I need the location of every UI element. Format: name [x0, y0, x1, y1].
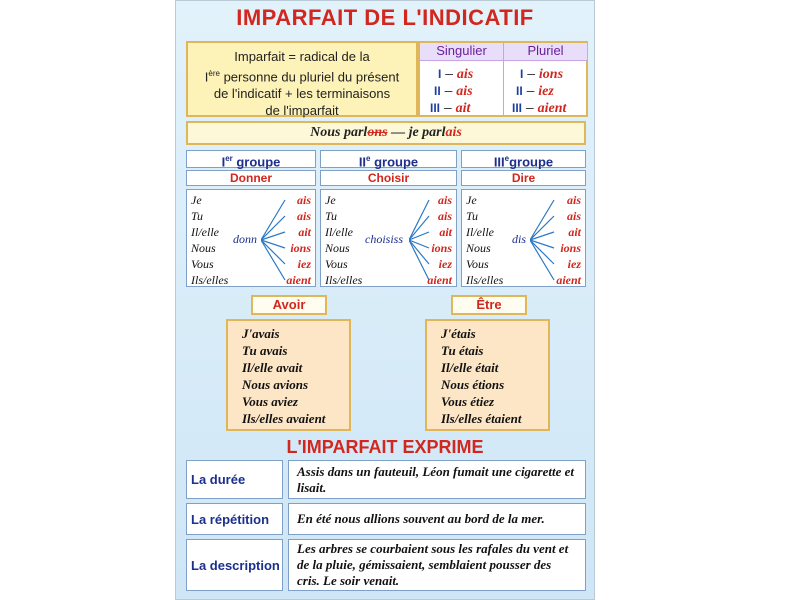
- singular-dash-1: –: [445, 65, 454, 81]
- group-2-sup: e: [366, 154, 371, 163]
- ending-ait: ait: [298, 225, 311, 239]
- rule-line-2: [188, 65, 416, 85]
- example-ending: ais: [445, 125, 462, 140]
- ending-aient: aient: [427, 273, 452, 287]
- use-description-example: Les arbres se courbaient sous les rafales du vent et de la pluie, gémissaient, semblaient pousser des cris. Le soir venait.: [288, 539, 586, 591]
- pronoun-nous: Nous: [325, 241, 350, 255]
- group-1-conjugation: [186, 189, 316, 287]
- avoir-form-6: Ils/elles avaient: [242, 411, 326, 426]
- singular-ending-1: ais: [456, 67, 474, 82]
- example-start: Nous parl: [310, 125, 368, 140]
- group-1-endings: [286, 192, 311, 288]
- singular-ending-2: ais: [456, 84, 473, 99]
- rule-box: [186, 41, 418, 117]
- pronoun-tu: Tu: [191, 209, 204, 223]
- rule-line-2-sup: ère: [208, 69, 220, 78]
- group-3-verb: Dire: [461, 170, 586, 186]
- group-2-stem: choisiss: [365, 232, 404, 246]
- pronoun-ils-elles: Ils/elles: [466, 273, 504, 287]
- group-2-verb: Choisir: [320, 170, 457, 186]
- group-3-header: [461, 150, 586, 168]
- group-1-prefix: I: [221, 154, 226, 170]
- plural-row-3: [512, 99, 566, 117]
- group-1-verb: Donner: [186, 170, 316, 186]
- avoir-conjugation: [226, 319, 351, 431]
- avoir-form-3: Il/elle avait: [242, 360, 303, 375]
- example-middle: — je parl: [387, 125, 446, 140]
- etre-form-2: Tu étais: [441, 343, 484, 358]
- group-2-prefix: II: [358, 154, 367, 170]
- pronoun-je: Je: [191, 193, 202, 207]
- pronoun-vous: Vous: [325, 257, 348, 271]
- singular-header: Singulier: [420, 43, 503, 61]
- ending-ais-1: ais: [566, 193, 581, 207]
- ending-ait: ait: [568, 225, 581, 239]
- etre-title: Être: [451, 295, 527, 315]
- pronoun-ils-elles: Ils/elles: [191, 273, 229, 287]
- rule-line-2-prefix: I: [204, 69, 209, 85]
- group-2-word: groupe: [370, 154, 419, 170]
- example-box: [186, 121, 586, 145]
- ending-ais-2: ais: [437, 209, 452, 223]
- ending-ait: ait: [439, 225, 452, 239]
- group-2-conjugation: [320, 189, 457, 287]
- rule-line-4: de l'imparfait: [265, 103, 339, 119]
- plural-row-2: [516, 82, 554, 100]
- singular-ending-3: ait: [455, 101, 471, 116]
- ending-iez: iez: [297, 257, 311, 271]
- pronoun-vous: Vous: [191, 257, 214, 271]
- avoir-form-5: Vous aviez: [242, 394, 298, 409]
- group-3-sup: e: [504, 154, 510, 163]
- singular-dash-2: –: [444, 82, 453, 98]
- use-duree-label: La durée: [186, 460, 283, 499]
- plural-dash-1: –: [527, 65, 536, 81]
- ending-ais-2: ais: [566, 209, 581, 223]
- etre-conjugation: [425, 319, 550, 431]
- rule-line-3: de l'indicatif + les terminaisons: [213, 86, 391, 102]
- group-1-header: [186, 150, 316, 168]
- etre-form-4: Nous étions: [441, 377, 505, 392]
- use-description-label: La description: [186, 539, 283, 591]
- group-2-endings: [427, 192, 452, 288]
- use-duree-example: Assis dans un fauteuil, Léon fumait une cigarette et lisait.: [288, 460, 586, 499]
- pronoun-il-elle: Il/elle: [466, 225, 494, 239]
- pronoun-il-elle: Il/elle: [325, 225, 353, 239]
- etre-form-5: Vous étiez: [441, 394, 495, 409]
- group-1-pronouns: [191, 192, 228, 288]
- etre-form-1: J'étais: [441, 326, 476, 341]
- group-3-stem: dis: [512, 232, 527, 246]
- avoir-form-1: J'avais: [242, 326, 280, 341]
- ending-ions: ions: [431, 241, 452, 255]
- group-1-branches: [261, 192, 287, 288]
- ending-ais-2: ais: [296, 209, 311, 223]
- pronoun-je: Je: [466, 193, 477, 207]
- use-repetition-example: En été nous allions souvent au bord de la mer.: [288, 503, 586, 535]
- group-3-prefix: III: [493, 154, 505, 170]
- rule-line-2-rest: personne du pluriel du présent: [219, 69, 400, 85]
- plural-ending-3: aient: [537, 101, 567, 116]
- pronoun-je: Je: [325, 193, 336, 207]
- group-2-header: [320, 150, 457, 168]
- endings-divider: [503, 61, 504, 115]
- plural-ending-2: iez: [538, 84, 554, 99]
- pronoun-ils-elles: Ils/elles: [325, 273, 363, 287]
- group-3-word: groupe: [509, 154, 554, 170]
- expresses-title: L'IMPARFAIT EXPRIME: [286, 437, 484, 457]
- singular-dash-3: –: [443, 99, 452, 115]
- grammar-poster: [175, 0, 595, 600]
- pronoun-vous: Vous: [466, 257, 489, 271]
- plural-num-3: III: [512, 101, 523, 115]
- ending-ions: ions: [560, 241, 581, 255]
- pronoun-tu: Tu: [325, 209, 338, 223]
- singular-num-1: I: [438, 67, 442, 81]
- plural-dash-2: –: [526, 82, 535, 98]
- plural-dash-3: –: [525, 99, 534, 115]
- pronoun-nous: Nous: [191, 241, 216, 255]
- avoir-form-2: Tu avais: [242, 343, 288, 358]
- ending-ions: ions: [290, 241, 311, 255]
- group-3-pronouns: [466, 192, 503, 288]
- group-3-endings: [556, 192, 581, 288]
- ending-ais-1: ais: [296, 193, 311, 207]
- ending-iez: iez: [438, 257, 452, 271]
- plural-row-1: [520, 65, 563, 83]
- use-repetition-label: La répétition: [186, 503, 283, 535]
- ending-iez: iez: [567, 257, 581, 271]
- poster-title: IMPARFAIT DE L'INDICATIF: [236, 5, 534, 30]
- singular-row-1: [438, 65, 473, 83]
- ending-aient: aient: [556, 273, 581, 287]
- pronoun-il-elle: Il/elle: [191, 225, 219, 239]
- example-struck-ending: ons: [367, 125, 388, 140]
- group-1-word: groupe: [232, 154, 281, 170]
- plural-header: Pluriel: [503, 43, 587, 61]
- plural-ending-1: ions: [538, 67, 564, 82]
- group-3-conjugation: [461, 189, 586, 287]
- pronoun-nous: Nous: [466, 241, 491, 255]
- etre-form-6: Ils/elles étaient: [441, 411, 522, 426]
- singular-num-2: II: [434, 84, 441, 98]
- avoir-form-4: Nous avions: [242, 377, 309, 392]
- ending-aient: aient: [286, 273, 311, 287]
- ending-ais-1: ais: [437, 193, 452, 207]
- endings-table: [418, 41, 588, 117]
- group-3-branches: [530, 192, 556, 288]
- pronoun-tu: Tu: [466, 209, 479, 223]
- singular-num-3: III: [430, 101, 441, 115]
- singular-row-2: [434, 82, 473, 100]
- avoir-title: Avoir: [251, 295, 327, 315]
- group-2-pronouns: [325, 192, 362, 288]
- singular-row-3: [430, 99, 470, 117]
- etre-form-3: Il/elle était: [441, 360, 499, 375]
- group-1-stem: donn: [233, 232, 257, 246]
- plural-num-2: II: [516, 84, 523, 98]
- group-1-sup: er: [225, 154, 233, 163]
- plural-num-1: I: [520, 67, 524, 81]
- rule-line-1: Imparfait = radical de la: [234, 49, 370, 64]
